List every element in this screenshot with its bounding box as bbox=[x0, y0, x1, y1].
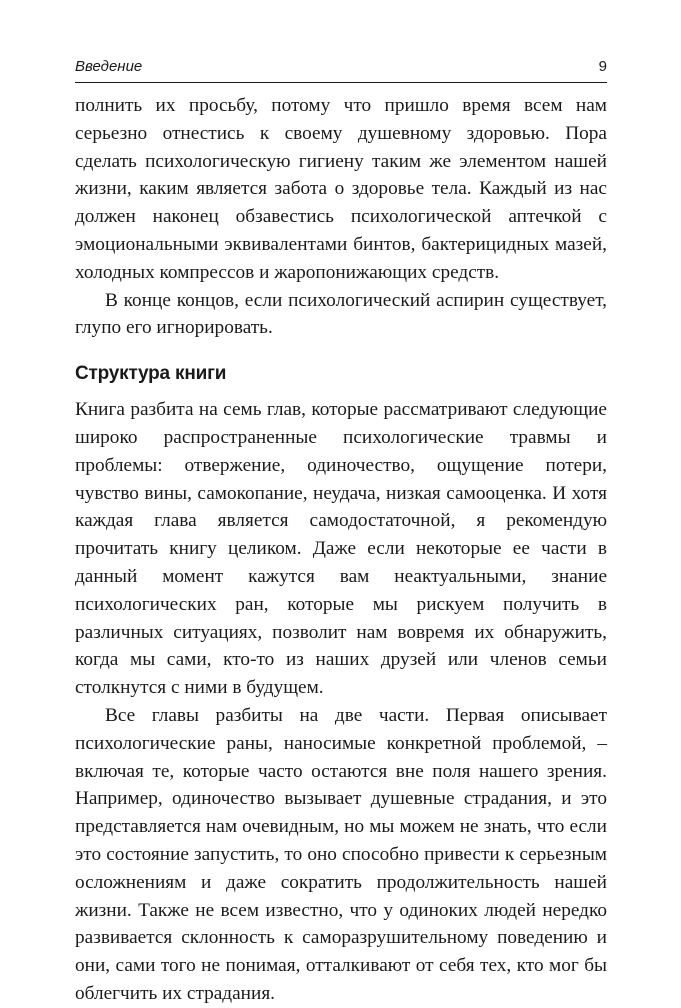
section-heading: Структура книги bbox=[75, 363, 227, 385]
running-header-section-title: Введение bbox=[75, 58, 143, 75]
paragraph-structure: Книга разбита на семь глав, которые рассматривают следующие широко распространенные психологические травмы и проблемы: отвержение, одиночество, ощущение потери, чувство вины, самокопание, неудача, низкая самооценка. И хотя каждая глава является самодостаточной, я рекомендую прочитать книгу целиком. Даже если некоторые ее части в данный момент кажутся вам неактуальными, знание психологических ран, которые мы рискуем получить в различных ситуациях, позволит нам вовремя их обнаружить, когда мы сами, кто-то из наших друзей или членов семьи столкнутся с ними в будущем. bbox=[75, 399, 607, 699]
paragraph-aspirin: В конце концов, если психологический аспирин существует, глупо его игнорировать. bbox=[75, 289, 607, 339]
running-header bbox=[75, 58, 607, 80]
paragraph-chapters: Все главы разбиты на две части. Первая описывает психологические раны, наносимые конкретной проблемой, – включая те, которые часто остаются вне поля нашего зрения. Например, одиночество вызывает душевные страдания, и это представляется нам очевидным, но мы можем не знать, что если это состояние запустить, то оно способно привести к серьезным осложнениям и даже сократить продолжительность нашей жизни. Также не всем известно, что у одиноких людей нередко развивается склонность к саморазрушительному поведению и они, сами того не понимая, отталкивают от себя тех, кто мог бы облегчить их страдания. bbox=[75, 704, 607, 1004]
page-body bbox=[75, 92, 607, 1008]
page-number: 9 bbox=[598, 58, 607, 75]
paragraph-continued: полнить их просьбу, потому что пришло время всем нам серьезно отнестись к своему душевному здоровью. Пора сделать психологическую гигиену таким же элементом нашей жизни, каким является забота о здоровье тела. Каждый из нас должен наконец обзавестись психологической аптечкой с эмоциональными эквивалентами бинтов, бактерицидных мазей, холодных компрессов и жаропонижающих средств. bbox=[75, 95, 607, 283]
header-rule bbox=[75, 82, 607, 83]
